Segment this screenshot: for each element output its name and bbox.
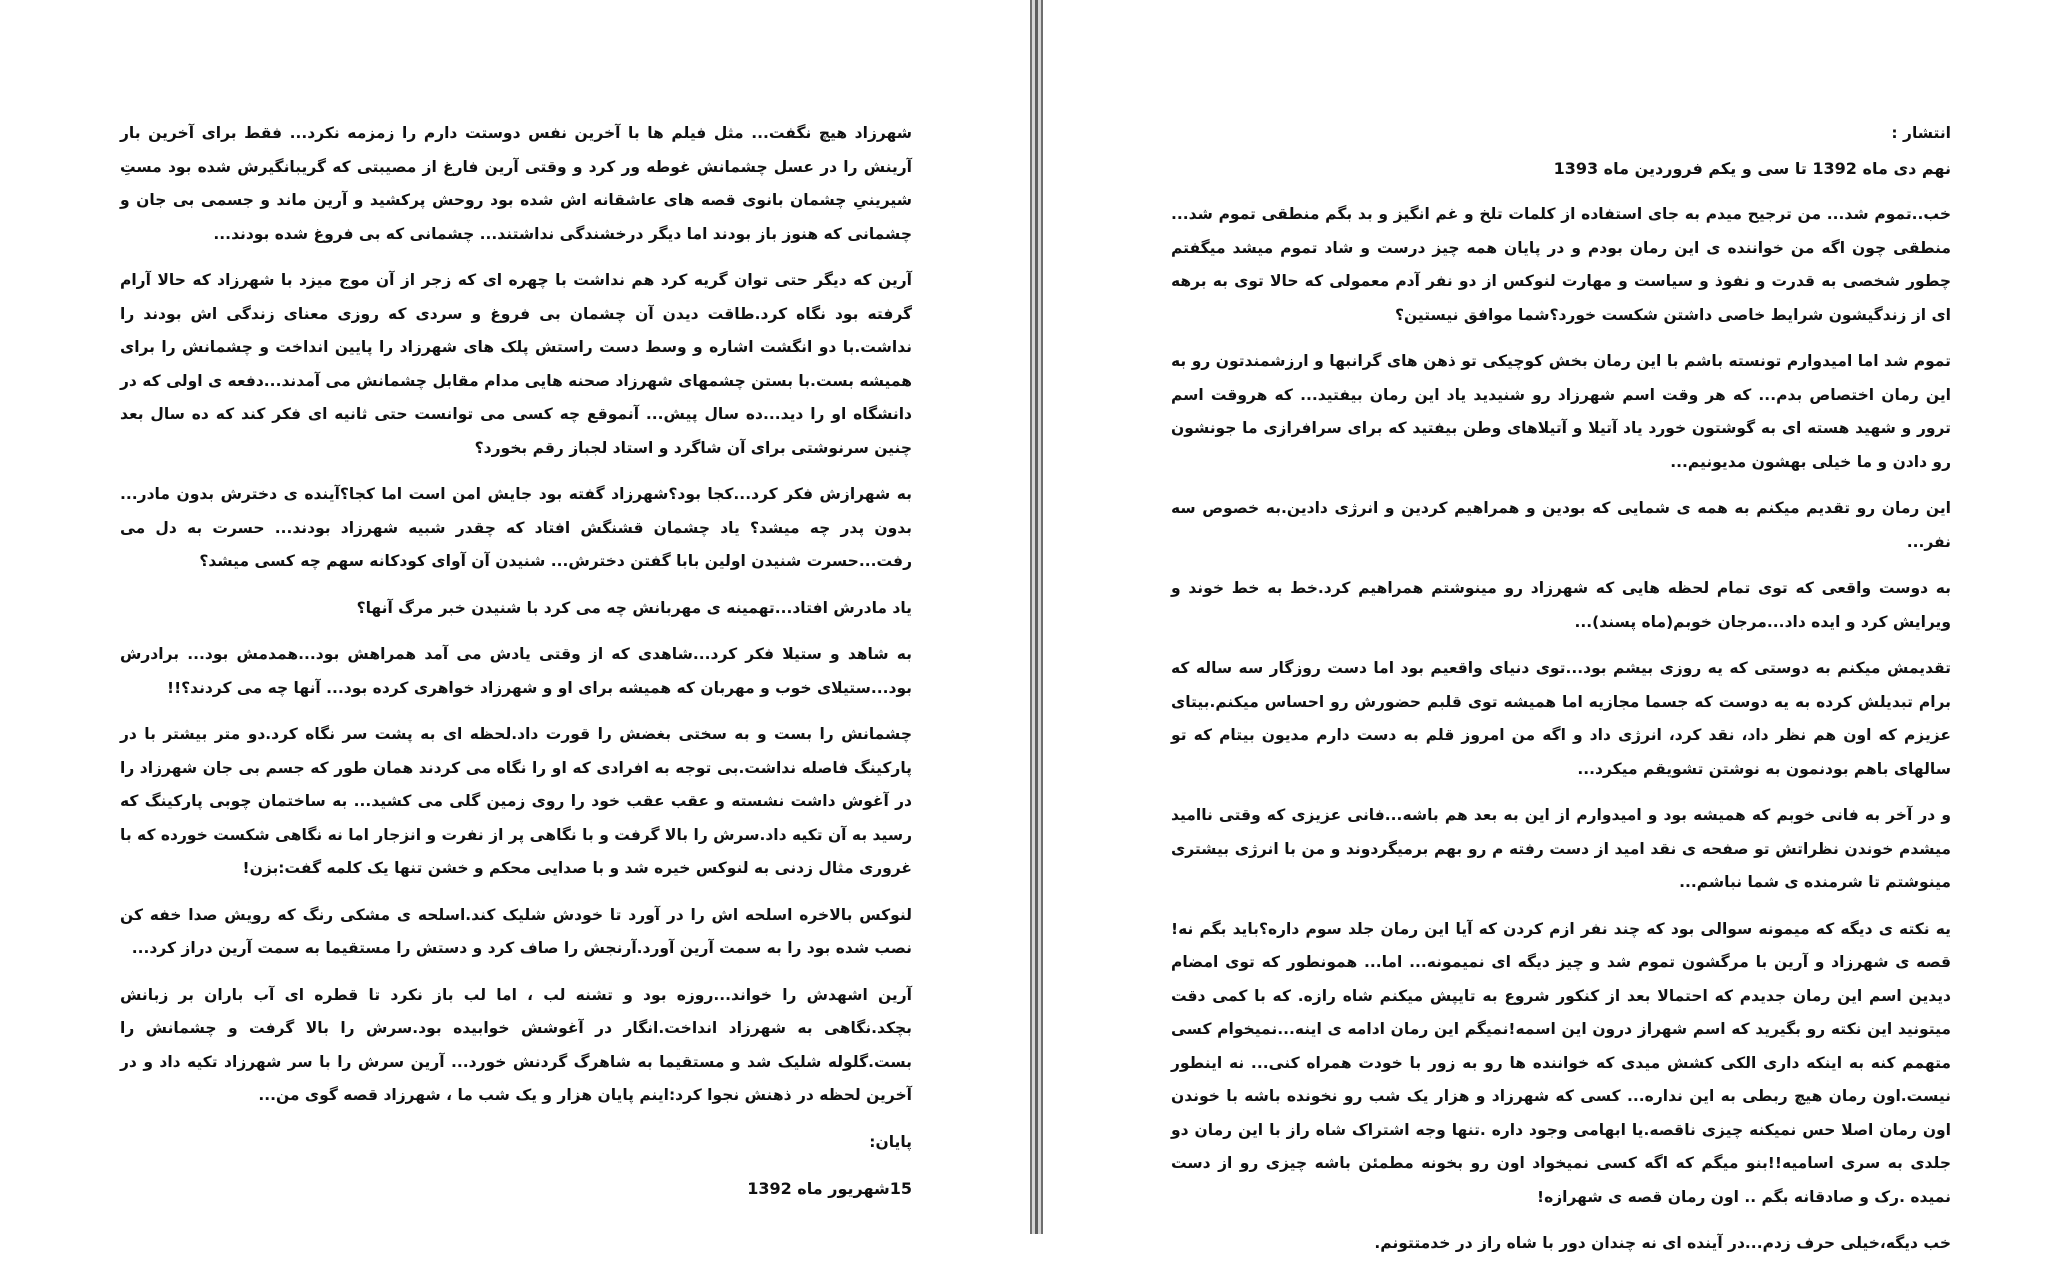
paragraph: یه نکته ی دیگه که میمونه سوالی بود که چند نفر ازم کردن که آیا این رمان جلد سوم داره؟باید بگم نه!قصه ی شهرزاد و آرین با مرگشون تموم شد و چیز دیگه ای نمیمونه... اما... همونطور که توی امضام دیدین اسم این رمان جدیدم که احتمالا بعد از کنکور شروع به تایپش میکنم شاه رازه. که با کمی دقت میتونید این نکته رو بگیرید که اسم شهراز درون این اسمه!نمیگم این رمان ادامه ی اینه...نمیخوام کسی متهمم کنه به اینکه داری الکی کشش میدی که خواننده ها رو به زور با خودت همراه کنی... نه اینطور نیست.اون رمان هیچ ربطی به این نداره... کسی که شهرزاد و هزار یک شب رو نخونده باشه با خوندن اون رمان اصلا حس نمیکنه چیزی ناقصه.یا ابهامی وجود داره .تنها وجه اشتراک شاه راز با این رمان دو جلدی به سری اسامیه!!بنو میگم که اگه کسی نمیخواد اون رو بخونه مطمئن باشه چیزی رو از دست نمیده .رک و صادقانه بگم .. اون رمان قصه ی شهرازه! <box>1171 919 1951 1206</box>
paragraph: تموم شد اما امیدوارم تونسته باشم با این رمان بخش کوچیکی تو ذهن های گرانبها و ارزشمندتون رو به این رمان اختصاص بدم... که هر وقت اسم شهرزاد رو شنیدید یاد این رمان بیفتید... که هروقت اسم ترور و شهید هسته ای به گوشتون خورد یاد آتیلا و آتیلاهای وطن بیفتید که برای سرافرازی ما جونشون رو دادن و ما خیلی بهشون مدیونیم... <box>1171 352 1951 471</box>
paragraph: به دوست واقعی که توی تمام لحظه هایی که شهرزاد رو مینوشتم همراهیم کرد.خط به خط خوند و ویرایش کرد و ایده داد...مرجان خوبم(ماه پسند)... <box>1171 579 1951 631</box>
paragraph: به شاهد و ستیلا فکر کرد...شاهدی که از وقتی یادش می آمد همراهش بود...همدمش بود... برادرش بود...ستیلای خوب و مهربان که همیشه برای او و شهرزاد خواهری کرده بود... آنها چه می کردند؟!! <box>120 645 912 697</box>
paragraph: آرین اشهدش را خواند...روزه بود و تشنه لب ، اما لب باز نکرد تا قطره ای آب باران بر زبانش بچکد.نگاهی به شهرزاد انداخت.انگار در آغوشش خوابیده بود.سرش را بالا گرفت و چشمانش را بست.گلوله شلیک شد و مستقیما به شاهرگ گردنش خورد... آرین سرش را با سر شهرزاد تکیه داد و در آخرین لحظه در ذهنش نجوا کرد:اینم پایان هزار و یک شب ما ، شهرزاد قصه گوی من... <box>120 985 912 1104</box>
paragraph: خب دیگه،خیلی حرف زدم...در آینده ای نه چندان دور با شاه راز در خدمتتونم. <box>1374 1234 1951 1252</box>
paragraph: شهرزاد هیچ نگفت... مثل فیلم ها با آخرین نفس دوستت دارم را زمزمه نکرد... فقط برای آخرین بار آرینش را در عسل چشمانش غوطه ور کرد و وقتی آرین فارغ از مصیبتی که گریبانگیرش شده بود مستِ شیرینیِ چشمان بانوی قصه های عاشقانه اش شده بود روحش پرکشید و آرین ماند و جسمی بی جان و چشمانی که هنوز باز بودند اما دیگر درخشندگی نداشتند... چشمانی که بی فروغ شده بودند... <box>120 124 912 243</box>
end-date: 15شهریور ماه 1392 <box>747 1179 912 1198</box>
paragraph: آرین که دیگر حتی توان گریه کرد هم نداشت با چهره ای که زجر از آن موج میزد با شهرزاد که حالا آرام گرفته بود نگاه کرد.طاقت دیدن آن چشمان بی فروغ و سردی که روزی معنای زندگی اش بودند را نداشت.با دو انگشت اشاره و وسط دست راستش پلک های شهرزاد را پایین انداخت و چشمانش را برای همیشه بست.با بستن چشمهای شهرزاد صحنه هایی مدام مقابل چشمانش می آمدند...دفعه ی اولی که در دانشگاه او را دید...ده سال پیش... آنموقع چه کسی می توانست حتی ثانیه ای فکر کند که ده سال بعد چنین سرنوشتی برای آن شاگرد و استاد لجباز رقم بخورد؟ <box>120 271 912 457</box>
paragraph: به شهرازش فکر کرد...کجا بود؟شهرزاد گفته بود جایش امن است اما کجا؟آینده ی دخترش بدون مادر... بدون پدر چه میشد؟ یاد چشمان قشنگش افتاد که چقدر شبیه شهرزاد بودند... حسرت به دل می رفت...حسرت شنیدن اولین بابا گفتن دخترش... شنیدن آن آوای کودکانه سهم چه کسی میشد؟ <box>120 485 912 570</box>
paragraph: یاد مادرش افتاد...تهمینه ی مهربانش چه می کرد با شنیدن خبر مرگ آنها؟ <box>356 598 912 617</box>
publication-heading: انتشار : <box>1891 124 1951 142</box>
paragraph: و در آخر به فانی خوبم که همیشه بود و امیدوارم از این به بعد هم باشه...فانی عزیزی که وقتی ناامید میشدم خوندن نظراتش تو صفحه ی نقد امید از دست رفته م رو بهم برمیگردوند و من با انرژی بیشتری مینوشتم تا شرمنده ی شما نباشم... <box>1171 806 1951 891</box>
right-page <box>1043 0 2065 1252</box>
end-label: پایان: <box>869 1132 912 1151</box>
paragraph: خب..تموم شد... من ترجیح میدم به جای استفاده از کلمات تلخ و غم انگیز و بد بگم منطقی تموم شد... منطقی چون اگه من خواننده ی این رمان بودم و در پایان همه چیز درست و شاد تموم میشد میگفتم چطور شخصی به قدرت و نفوذ و سیاست و مهارت لنوکس از دو نفر آدم معمولی که حالا توی به برهه ای از زندگیشون شرایط خاصی داشتن شکست خورد؟شما موافق نیستین؟ <box>1171 205 1951 324</box>
right-page-text <box>1171 117 1951 1261</box>
paragraph: چشمانش را بست و به سختی بغضش را قورت داد.لحظه ای به پشت سر نگاه کرد.دو متر بیشتر با در پارکینگ فاصله نداشت.بی توجه به افرادی که او را نگاه می کردند همان طور که جسم بی جان شهرزاد را در آغوش داشت نشسته و عقب عقب خود را روی زمین گلی می کشید... به ساختمان چوبی پارکینگ که رسید به آن تکیه داد.سرش را بالا گرفت و با نگاهی پر از نفرت و انزجار اما نه نگاهی شکست خورده که با غروری مثال زدنی به لنوکس خیره شد و با صدایی محکم و خشن تنها یک کلمه گفت:بزن! <box>120 725 912 877</box>
publication-date-range: نهم دی ماه 1392 تا سی و یکم فروردین ماه 1393 <box>1553 158 1951 178</box>
left-page <box>0 0 1030 1234</box>
page-divider <box>1030 0 1043 1234</box>
paragraph: تقدیمش میکنم به دوستی که یه روزی بیشم بود...توی دنیای واقعیم بود اما دست روزگار سه ساله که برام تبدیلش کرده به یه دوست که جسما مجازیه اما همیشه توی قلبم حضورش رو احساس میکنم.بیتای عزیزم که اون هم نظر داد، نقد کرد، انرژی داد و اگه من امروز قلم به دست دارم مدیون بیتام که تو سالهای باهم بودنمون به نوشتن تشویقم میکرد... <box>1171 659 1951 778</box>
paragraph: لنوکس بالاخره اسلحه اش را در آورد تا خودش شلیک کند.اسلحه ی مشکی رنگ که رویش صدا خفه کن نصب شده بود را به سمت آرین آورد.آرنجش را صاف کرد و دستش را مستقیما به سمت آرین دراز کرد... <box>120 905 912 957</box>
paragraph: این رمان رو تقدیم میکنم به همه ی شمایی که بودین و همراهیم کردین و انرژی دادین.به خصوص سه نفر... <box>1171 499 1951 551</box>
left-page-text <box>120 117 912 1219</box>
page-divider-shadow <box>1035 0 1038 1234</box>
